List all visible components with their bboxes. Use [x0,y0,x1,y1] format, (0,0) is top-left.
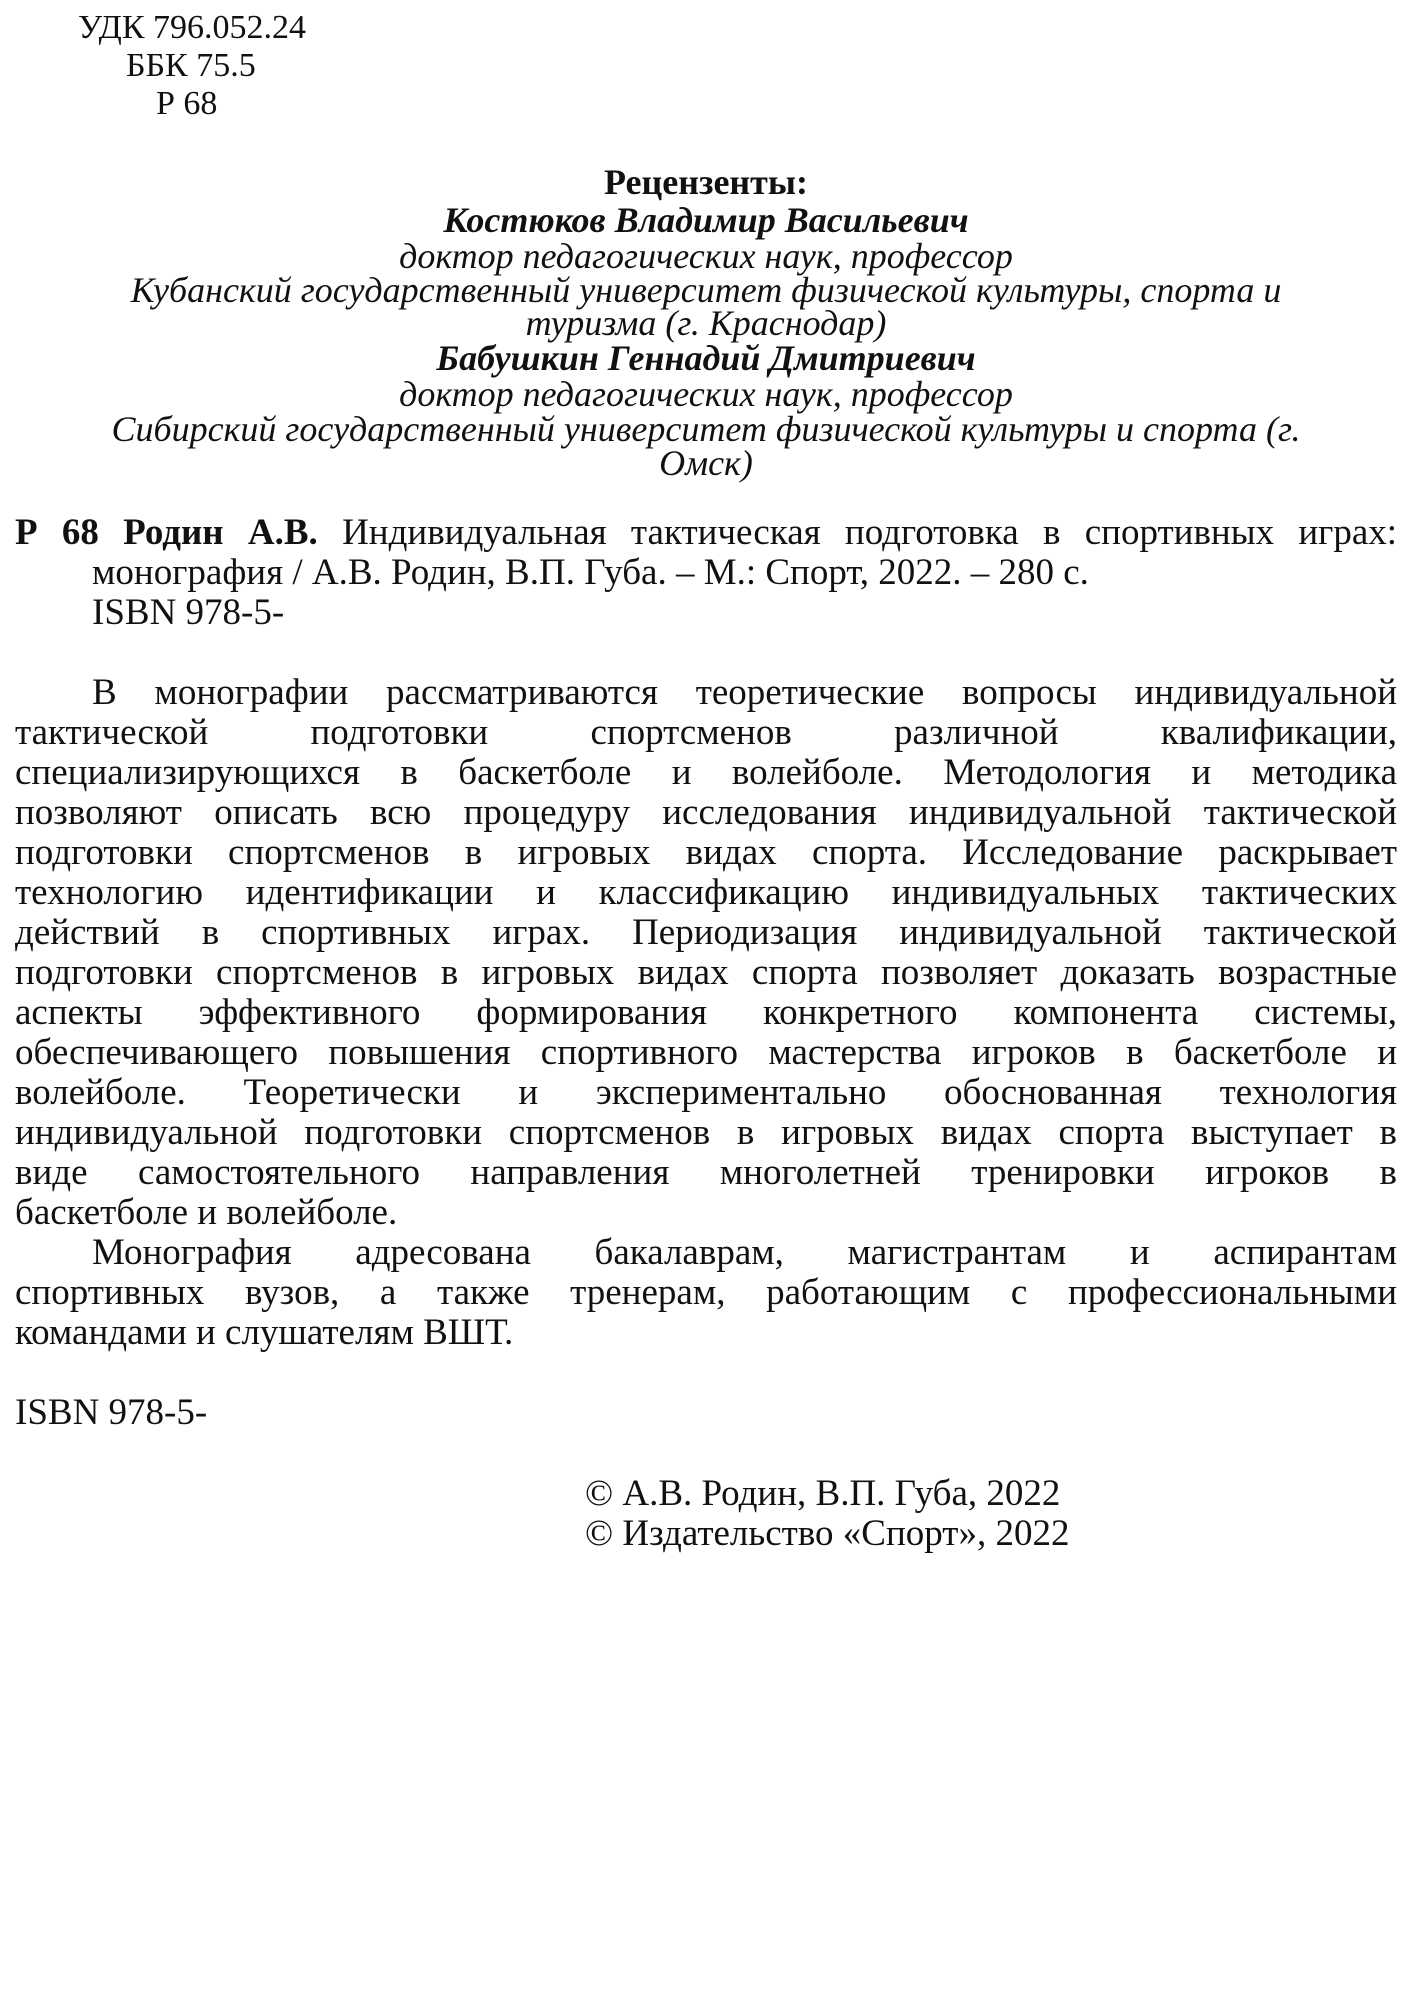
abstract-line: обеспечивающего повышения спортивного мастерства игроков в баскетболе и [15,1032,1397,1073]
reviewer-name: Костюков Владимир Васильевич [443,200,969,240]
udk-code: УДК 796.052.24 [78,9,307,46]
abstract-line: волейболе. Теоретически и экспериментально обоснованная технология [15,1072,1397,1113]
reviewer-degree: доктор педагогических наук, профессор [399,374,1013,414]
abstract-line: В монографии рассматриваются теоретические вопросы индивидуальной [92,672,1397,713]
citation-title: Индивидуальная тактическая подготовка в спортивных играх: [342,512,1398,553]
abstract-line: подготовки спортсменов в игровых видах спорта. Исследование раскрывает [15,832,1397,873]
abstract-line: виде самостоятельного направления многолетней тренировки игроков в [15,1152,1397,1193]
citation-line-1 [15,513,1397,553]
isbn-bottom: ISBN 978-5- [15,1392,208,1433]
author-mark: Р 68 [156,85,218,122]
audience-line: спортивных вузов, а также тренерам, работающим с профессиональными [15,1272,1397,1313]
reviewer-degree: доктор педагогических наук, профессор [399,236,1013,276]
reviewer-organization: Сибирский государственный университет физической культуры и спорта (г. [111,409,1301,449]
copyright-authors: © А.В. Родин, В.П. Губа, 2022 [585,1473,1061,1514]
abstract-line: позволяют описать всю процедуру исследования индивидуальной тактической [15,792,1397,833]
abstract-line: технологию идентификации и классификацию индивидуальных тактических [15,872,1397,913]
reviewers-heading: Рецензенты: [604,162,808,202]
citation-line-2: монография / А.В. Родин, В.П. Губа. – М.: Спорт, 2022. – 280 с. [92,552,1089,593]
abstract-line: подготовки спортсменов в игровых видах спорта позволяет доказать возрастные [15,952,1397,993]
bbk-code: ББК 75.5 [126,47,256,84]
copyright-publisher: © Издательство «Спорт», 2022 [585,1513,1070,1554]
abstract-line: аспекты эффективного формирования конкретного компонента системы, [15,992,1397,1033]
reviewer-organization-cont: туризма (г. Краснодар) [525,303,887,343]
reviewer-organization: Кубанский государственный университет физической культуры, спорта и [130,270,1282,310]
citation-isbn: ISBN 978-5- [92,592,285,633]
abstract-line: специализирующихся в баскетболе и волейболе. Методология и методика [15,752,1397,793]
audience-line: Монография адресована бакалаврам, магистрантам и аспирантам [92,1232,1397,1273]
audience-line: командами и слушателям ВШТ. [15,1312,514,1353]
abstract-line: баскетболе и волейболе. [15,1192,398,1233]
reviewer-organization-cont: Омск) [659,443,753,483]
citation-lead: Р 68 Родин А.В. [15,512,318,553]
abstract-line: действий в спортивных играх. Периодизация индивидуальной тактической [15,912,1397,953]
abstract-line: индивидуальной подготовки спортсменов в игровых видах спорта выступает в [15,1112,1397,1153]
reviewer-name: Бабушкин Геннадий Дмитриевич [436,338,976,378]
abstract-line: тактической подготовки спортсменов различной квалификации, [15,712,1397,753]
